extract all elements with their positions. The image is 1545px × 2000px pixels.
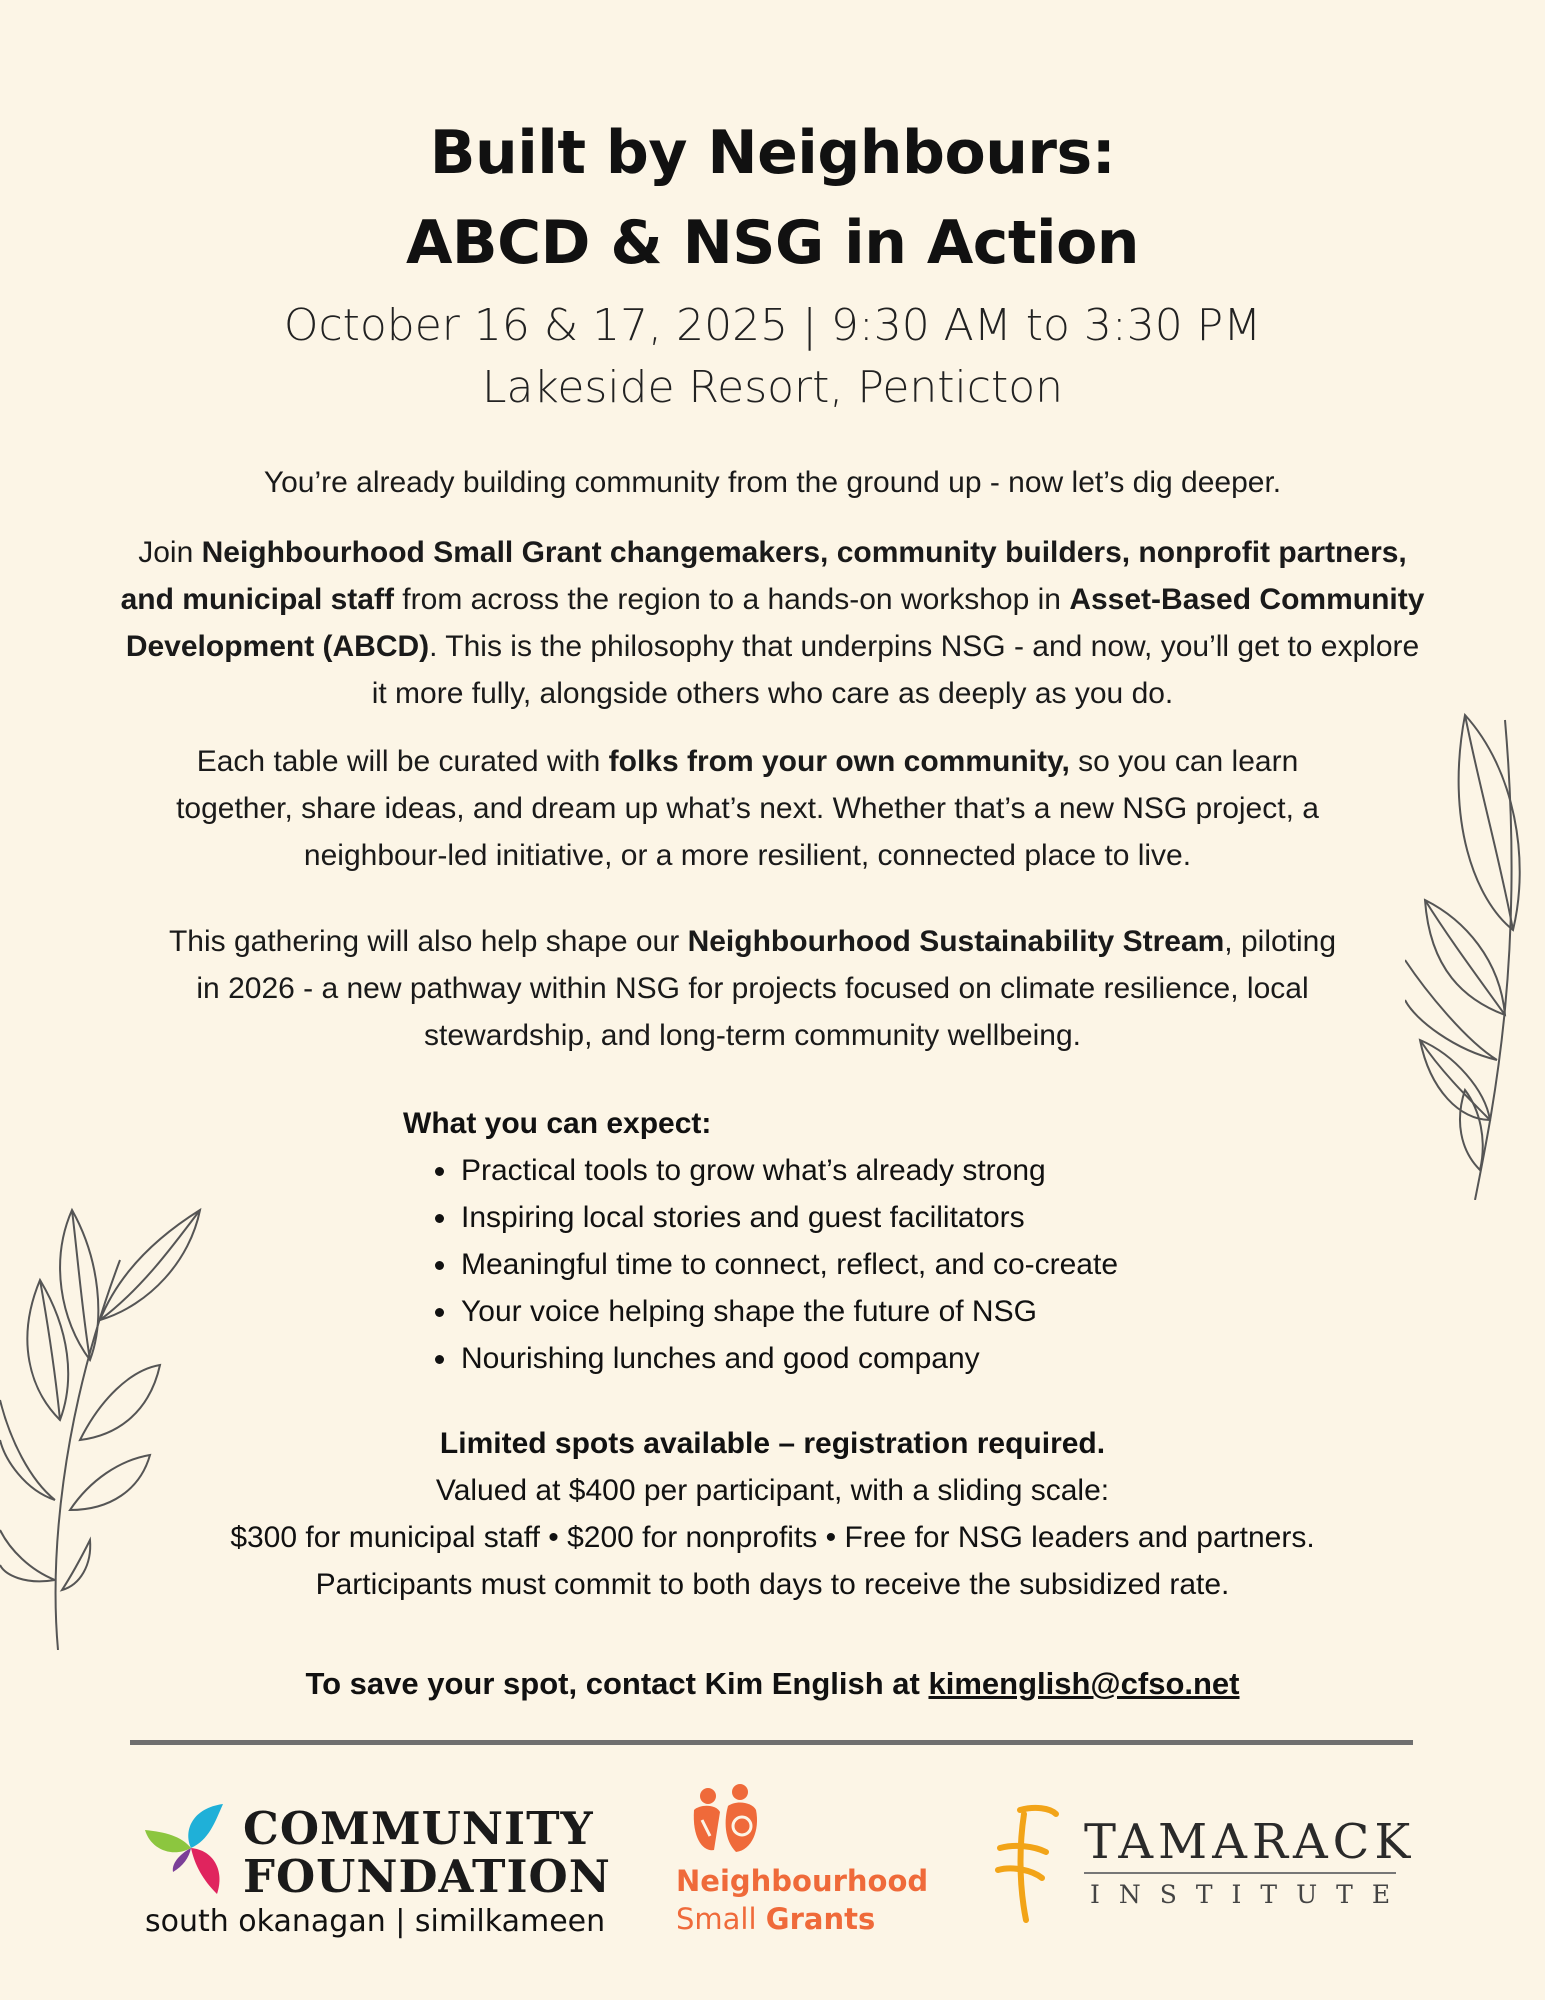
tamarack-logo — [990, 1800, 1416, 1930]
cf-name-line-1: COMMUNITY — [243, 1802, 594, 1855]
nsg-name-line-2 — [676, 1902, 875, 1936]
title-line-1: Built by Neighbours: — [429, 118, 1116, 188]
list-item: • Practical tools to grow what’s already strong — [459, 1147, 1303, 1194]
tamarack-underline — [1084, 1872, 1396, 1874]
event-details — [0, 295, 1545, 419]
para1-text-2: from across the region to a hands-on workshop in — [393, 583, 1070, 616]
intro-text: You’re already building community from the ground up - now let’s dig deeper. — [263, 466, 1282, 499]
event-location: Lakeside Resort, Penticton — [481, 362, 1064, 413]
para1-text-1: Join — [138, 536, 202, 569]
pinwheel-icon — [143, 1800, 239, 1896]
nsg-logo — [676, 1780, 936, 1950]
list-item: • Meaningful time to connect, reflect, and co-create — [459, 1241, 1303, 1288]
title-line-2: ABCD & NSG in Action — [405, 208, 1140, 278]
contact-email-link[interactable]: kimenglish@cfso.net — [928, 1666, 1240, 1701]
para1-bold-2: Asset-Based Community Development (ABCD) — [125, 583, 1425, 663]
registration-commitment: Participants must commit to both days to receive the subsidized rate. — [315, 1568, 1230, 1601]
divider — [130, 1740, 1413, 1745]
para3-bold-1: Neighbourhood Sustainability Stream — [687, 925, 1225, 958]
expectations-list — [403, 1147, 1303, 1382]
para1-bold-1: Neighbourhood Small Grant changemakers, community builders, nonprofit partners, and municipal staff — [120, 536, 1407, 616]
contact-line — [100, 1660, 1445, 1707]
list-item: • Inspiring local stories and guest facilitators — [459, 1194, 1303, 1241]
tamarack-institute: INSTITUTE — [1090, 1880, 1410, 1909]
nsg-figures-icon — [680, 1780, 770, 1860]
para3-text-1: This gathering will also help shape our — [168, 925, 688, 958]
list-item: • Your voice helping shape the future of NSG — [459, 1288, 1303, 1335]
nsg-name-line-1: Neighbourhood — [676, 1864, 929, 1898]
paragraph-join — [120, 529, 1425, 717]
registration-heading: Limited spots available – registration required. — [439, 1427, 1106, 1460]
event-title — [0, 108, 1545, 288]
para2-text-1: Each table will be curated with — [196, 745, 609, 778]
tamarack-tree-icon — [990, 1800, 1060, 1925]
cf-region: south okanagan | similkameen — [145, 1904, 606, 1939]
para2-text-2: so you can learn together, share ideas, and dream up what’s next. Whether that’s a new NSG project, a neighbour-led initiative, or a more resilient, connected place to live. — [176, 745, 1319, 872]
list-item: • Nourishing lunches and good company — [459, 1335, 1303, 1382]
para3-text-2: , piloting in 2026 - a new pathway within NSG for projects focused on climate resilience, local stewardship, and long-term community wellbeing. — [196, 925, 1337, 1052]
cf-name-line-2: FOUNDATION — [243, 1850, 611, 1903]
para1-text-3: . This is the philosophy that underpins NSG - and now, you’ll get to explore it more fully, alongside others who care as deeply as you do. — [371, 630, 1420, 710]
nsg-grants-label: Grants — [765, 1902, 876, 1936]
expectations-heading: What you can expect: — [403, 1107, 712, 1140]
paragraph-tables — [150, 738, 1345, 879]
para2-bold-1: folks from your own community, — [608, 745, 1070, 778]
registration-scale: $300 for municipal staff • $200 for nonprofits • Free for NSG leaders and partners. — [230, 1521, 1315, 1554]
nsg-small-label: Small — [676, 1902, 766, 1936]
registration-section — [100, 1420, 1445, 1608]
registration-price: Valued at $400 per participant, with a sliding scale: — [435, 1474, 1110, 1507]
community-foundation-logo — [143, 1800, 611, 1940]
event-date: October 16 & 17, 2025 | 9:30 AM to 3:30 PM — [283, 300, 1262, 351]
expectations-section — [403, 1100, 1303, 1382]
leaf-branch-right-icon — [1405, 700, 1545, 1200]
contact-text: To save your spot, contact Kim English at — [305, 1666, 929, 1701]
paragraph-sustainability — [160, 918, 1345, 1059]
tamarack-name: TAMARACK — [1084, 1814, 1416, 1870]
